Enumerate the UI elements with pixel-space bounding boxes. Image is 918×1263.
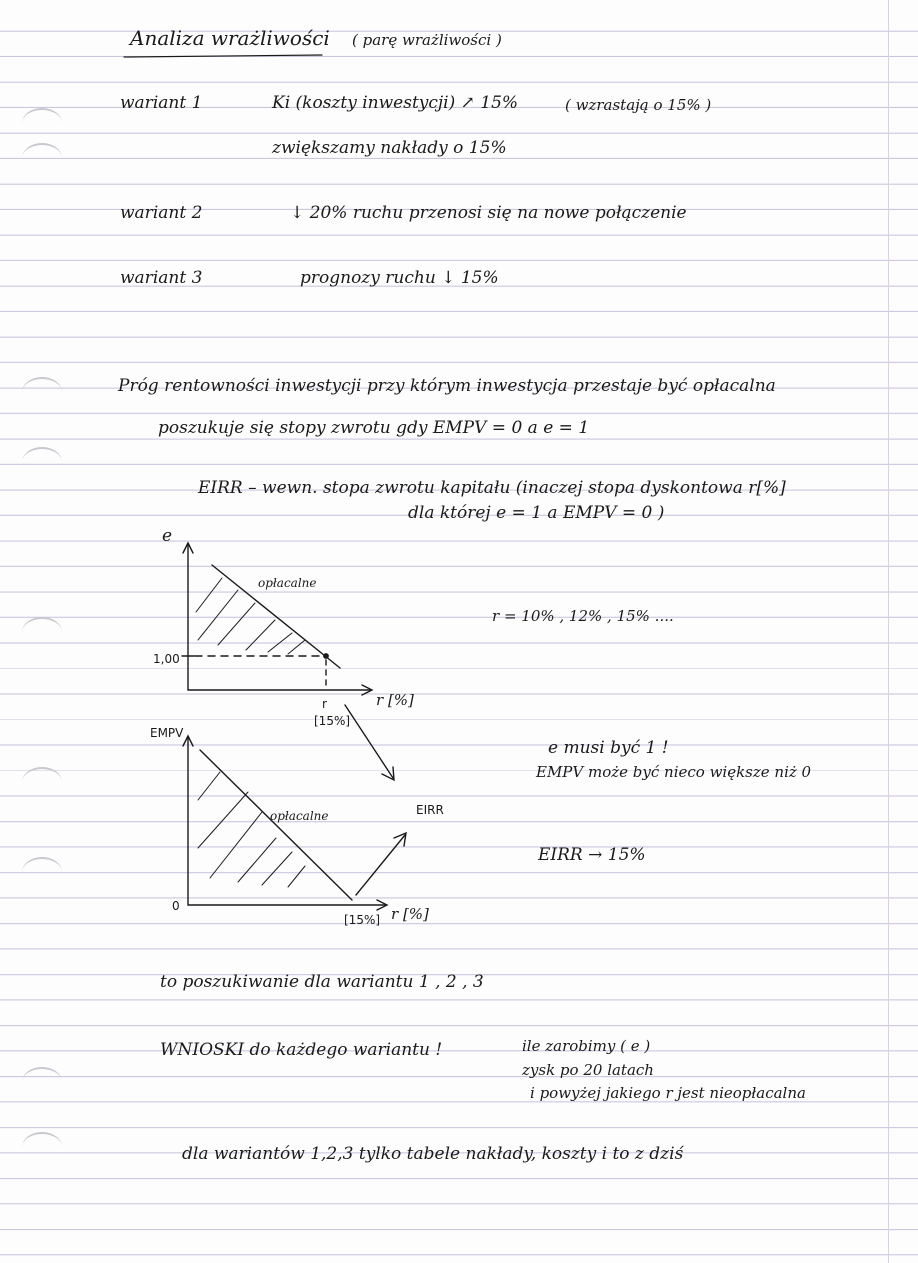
connector-arrow [345, 705, 393, 778]
chart-empv-arrow-label: EIRR [416, 803, 444, 817]
page-title: Analiza wrażliwości [130, 26, 330, 50]
chart-e-x-label: r [%] [376, 691, 414, 709]
threshold-line-2: poszukuje się stopy zwrotu gdy EMPV = 0 a e = 1 [158, 418, 590, 438]
note-empv: EMPV może być nieco większe niż 0 [536, 763, 812, 781]
variant-1-note: ( wzrastają o 15% ) [565, 96, 712, 114]
chart-e-y-label: e [162, 526, 173, 546]
search-for-variants: to poszukiwanie dla wariantu 1 , 2 , 3 [160, 972, 484, 992]
chart-e-x-tick-value: [15%] [314, 714, 351, 728]
conclusion-line-1: ile zarobimy ( e ) [522, 1037, 651, 1055]
tables-note: dla wariantów 1,2,3 tylko tabele nakłady, koszty i to z dziś [182, 1144, 684, 1164]
conclusions-heading: WNIOSKI do każdego wariantu ! [160, 1040, 443, 1060]
variant-1-label: wariant 1 [120, 93, 203, 113]
eirr-definition-2: dla której e = 1 a EMPV = 0 ) [408, 503, 665, 523]
variant-1-text-2: zwiększamy nakłady o 15% [272, 138, 507, 158]
page-title-paren: ( parę wrażliwości ) [352, 31, 502, 49]
threshold-line-1: Próg rentowności inwestycji przy którym inwestycja przestaje być opłacalna [118, 376, 776, 396]
eirr-definition-1: EIRR – wewn. stopa zwrotu kapitału (inaczej stopa dyskontowa r[%] [198, 478, 786, 498]
chart-empv-origin: 0 [172, 899, 180, 913]
eirr-pointer-arrow [356, 835, 405, 895]
title-underline [124, 55, 322, 57]
r-values: r = 10% , 12% , 15% .... [492, 607, 674, 625]
variant-2-text: ↓ 20% ruchu przenosi się na nowe połączenie [290, 203, 687, 223]
note-e-must: e musi być 1 ! [548, 738, 669, 758]
variant-3-text: prognozy ruchu ↓ 15% [300, 268, 499, 288]
chart-e-region-label: opłacalne [258, 576, 317, 590]
chart-empv-region-label: opłacalne [270, 809, 329, 823]
chart-empv-y-label: EMPV [150, 726, 184, 740]
chart-empv-x-tick-value: [15%] [344, 913, 381, 927]
chart-e-y-tick-label: 1,00 [153, 652, 180, 666]
chart-e-breakeven-point [324, 654, 328, 658]
conclusion-line-3: i powyżej jakiego r jest nieopłacalna [530, 1084, 806, 1102]
conclusion-line-2: zysk po 20 latach [522, 1061, 654, 1079]
chart-empv-hatching [198, 772, 305, 887]
chart-e-x-tick-r: r [322, 697, 327, 711]
variant-2-label: wariant 2 [120, 203, 203, 223]
variant-1-text: Ki (koszty inwestycji) ↗ 15% [272, 93, 519, 113]
note-eirr-arrow: EIRR → 15% [538, 845, 646, 865]
chart-empv-x-label: r [%] [391, 905, 429, 923]
variant-3-label: wariant 3 [120, 268, 203, 288]
